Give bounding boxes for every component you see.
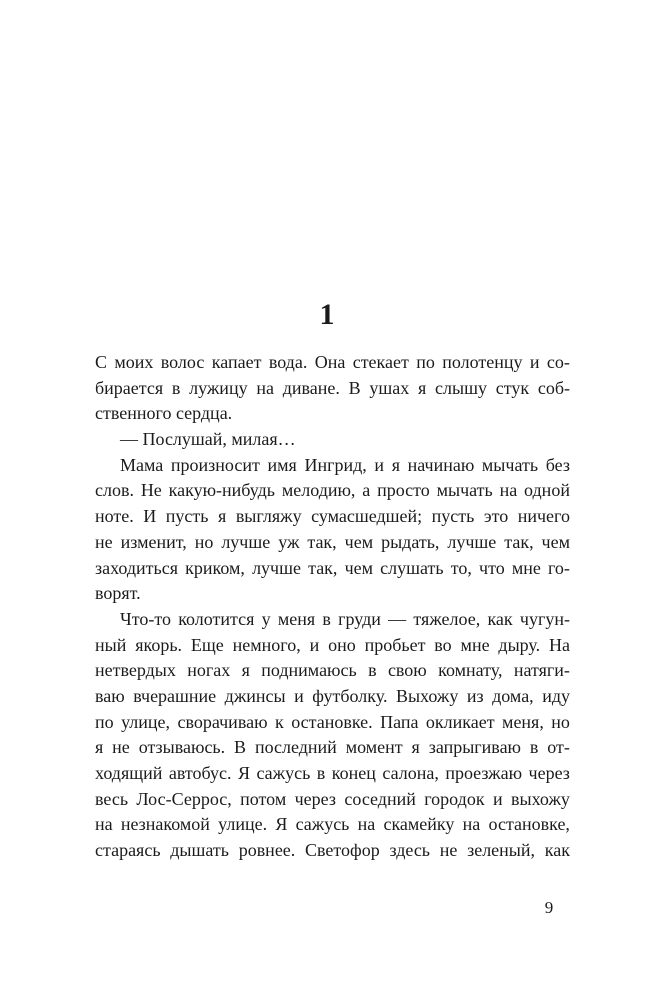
word: вчерашние <box>133 685 217 706</box>
body-text-block <box>95 350 570 864</box>
word: на <box>95 814 113 835</box>
word: моих <box>114 352 154 372</box>
word: и <box>529 352 540 372</box>
word: улице. <box>218 814 268 835</box>
word: салона, <box>382 763 439 783</box>
word: уж <box>278 531 300 552</box>
word: заходиться <box>95 557 179 578</box>
word: в <box>171 377 181 398</box>
word: ровнее. <box>238 840 296 861</box>
text-line <box>95 710 570 736</box>
word: В <box>348 377 361 398</box>
word: диване. <box>282 377 340 398</box>
word: криком, <box>185 557 245 578</box>
word: Она <box>314 352 346 372</box>
word: из <box>466 685 484 706</box>
word: свою <box>387 660 427 681</box>
word: на <box>357 814 376 835</box>
word: на <box>462 814 481 835</box>
word: Я <box>275 814 288 835</box>
word: улице, <box>121 711 171 732</box>
word: пусть <box>165 506 209 527</box>
text-line <box>95 478 570 504</box>
word: Не <box>140 480 162 501</box>
word: я <box>391 454 400 475</box>
word: и <box>492 788 503 809</box>
word: лучше <box>221 531 271 552</box>
word: меня <box>277 608 316 629</box>
word: не <box>95 531 113 552</box>
word: ноте. <box>95 506 134 527</box>
word: незнакомой <box>120 814 210 835</box>
word: конец <box>331 763 376 783</box>
word: у <box>261 608 271 629</box>
word: ничего <box>517 506 570 527</box>
word: груди <box>338 608 381 629</box>
word: стук <box>495 377 530 398</box>
text-line <box>95 556 570 582</box>
word: чем <box>344 557 374 578</box>
word: что <box>479 557 505 578</box>
word: имя <box>267 454 297 475</box>
word: в <box>322 608 331 629</box>
word: потом <box>240 788 287 809</box>
word: так, <box>307 531 337 552</box>
word: мне <box>511 557 541 578</box>
word: стараясь <box>95 840 161 861</box>
text-line <box>95 376 570 402</box>
text-line: ворят. <box>95 583 141 604</box>
text-line: ственного сердца. <box>95 403 233 424</box>
word: не <box>112 737 130 758</box>
word: просто <box>377 480 430 501</box>
word: немного, <box>232 634 301 655</box>
word: не <box>439 840 458 861</box>
word: как <box>487 608 513 629</box>
text-line <box>95 453 570 479</box>
word: колотится <box>178 608 255 629</box>
word: я <box>411 737 420 758</box>
word: сворачиваю <box>177 711 268 732</box>
word: слышу <box>435 377 487 398</box>
word: так, <box>308 557 338 578</box>
word: в <box>316 763 326 783</box>
word: я <box>95 737 104 758</box>
word: мелодию, <box>281 480 356 501</box>
text-line <box>95 761 570 787</box>
word: вода. <box>268 352 308 372</box>
word: лучше <box>252 557 301 578</box>
text-line: — Послушай, милая… <box>120 429 296 450</box>
word: стекает <box>352 352 409 372</box>
word: Ингрид, <box>304 454 367 475</box>
word: как <box>544 840 570 861</box>
word: весь <box>95 788 129 809</box>
word: по <box>416 352 435 372</box>
word: ногах <box>187 660 231 681</box>
word: то, <box>450 557 472 578</box>
word: скамейку <box>383 814 455 835</box>
word: меня, <box>502 711 544 732</box>
word: ушах <box>369 377 410 398</box>
text-line <box>95 633 570 659</box>
word: последний <box>254 737 337 758</box>
word: чем <box>344 531 374 552</box>
word: Папа <box>380 711 419 732</box>
word: без <box>545 454 570 475</box>
word: бирается <box>95 377 164 398</box>
word: какую-нибудь <box>168 480 276 501</box>
word: со- <box>546 352 570 372</box>
word: начинаю <box>407 454 475 475</box>
word: мне <box>460 634 490 655</box>
word: тяжелое, <box>413 608 481 629</box>
word: И <box>143 506 157 527</box>
word: я <box>241 660 250 681</box>
page-number: 9 <box>544 898 554 917</box>
word: Я <box>237 763 250 783</box>
word: поднимаюсь <box>261 660 357 681</box>
word: полотенцу <box>442 352 523 372</box>
word: го- <box>548 557 570 578</box>
word: футболку. <box>312 685 388 706</box>
word: остановке, <box>488 814 570 835</box>
word: и <box>309 634 320 655</box>
word: соседний <box>344 788 416 809</box>
word: это <box>483 506 509 527</box>
word: лужицу <box>189 377 248 398</box>
word: дыру. <box>498 634 541 655</box>
word: остановке. <box>291 711 373 732</box>
word: Мама <box>120 454 164 475</box>
word: на <box>499 480 518 501</box>
word: пусть <box>431 506 475 527</box>
word: В <box>234 737 247 758</box>
word: Лос-Серрос, <box>136 788 232 809</box>
word: в <box>529 737 539 758</box>
word: Светофор <box>305 840 380 861</box>
word: сажусь <box>295 814 350 835</box>
word: через <box>528 763 570 783</box>
text-line <box>95 658 570 684</box>
word: пробьет <box>364 634 426 655</box>
word: С <box>95 352 108 372</box>
word: от- <box>547 737 570 758</box>
word: я <box>418 377 427 398</box>
word: и <box>374 454 385 475</box>
text-line <box>95 735 570 761</box>
word: здесь <box>389 840 431 861</box>
word: чугун- <box>519 608 570 629</box>
word: через <box>294 788 336 809</box>
word: и <box>294 685 304 706</box>
word: якорь. <box>135 634 183 655</box>
word: джинсы <box>224 685 286 706</box>
word: оно <box>328 634 356 655</box>
word: но <box>194 531 214 552</box>
word: выхожу <box>511 788 570 809</box>
word: проезжаю <box>445 763 523 783</box>
word: волос <box>160 352 205 372</box>
word: Еще <box>190 634 224 655</box>
text-line <box>95 812 570 838</box>
word: дома, <box>492 685 534 706</box>
word: мычать <box>436 480 493 501</box>
text-line <box>95 350 570 376</box>
text-line <box>95 684 570 710</box>
word: на <box>256 377 274 398</box>
word: выгляжу <box>235 506 302 527</box>
word: изменит, <box>120 531 187 552</box>
word: отзываюсь. <box>138 737 226 758</box>
word: слушать <box>380 557 444 578</box>
word: зеленый, <box>467 840 536 861</box>
word: натяги- <box>513 660 570 681</box>
word: слов. <box>95 480 134 501</box>
word: ходящий <box>95 763 163 783</box>
word: а <box>362 480 371 501</box>
word: я <box>218 506 227 527</box>
chapter-heading: 1 <box>319 298 335 331</box>
word: мычать <box>481 454 539 475</box>
word: капает <box>211 352 262 372</box>
word: комнату, <box>438 660 503 681</box>
word: ный <box>95 634 127 655</box>
word: ваю <box>95 685 125 706</box>
word: окликает <box>425 711 495 732</box>
word: чем <box>541 531 570 552</box>
word: во <box>434 634 452 655</box>
word: сажусь <box>256 763 311 783</box>
word: к <box>274 711 284 732</box>
text-line <box>95 838 570 864</box>
word: — <box>388 608 407 629</box>
word: момент <box>345 737 403 758</box>
text-line <box>95 530 570 556</box>
word: автобус. <box>168 763 232 783</box>
word: произносит <box>170 454 260 475</box>
word: дышать <box>170 840 229 861</box>
word: городок <box>424 788 485 809</box>
word: одной <box>524 480 570 501</box>
word: в <box>368 660 377 681</box>
text-line <box>95 787 570 813</box>
word: иду <box>542 685 570 706</box>
word: рыдать, <box>381 531 440 552</box>
word: На <box>549 634 570 655</box>
word: запрыгиваю <box>428 737 522 758</box>
word: Что-то <box>120 608 171 629</box>
text-line <box>95 504 570 530</box>
word: но <box>551 711 570 732</box>
word: нетвердых <box>95 660 176 681</box>
word: лучше <box>447 531 497 552</box>
word: так, <box>504 531 534 552</box>
word: сумасшедшей; <box>311 506 423 527</box>
word: соб- <box>537 377 570 398</box>
word: Выхожу <box>395 685 459 706</box>
word: по <box>95 711 114 732</box>
text-line <box>95 607 570 633</box>
